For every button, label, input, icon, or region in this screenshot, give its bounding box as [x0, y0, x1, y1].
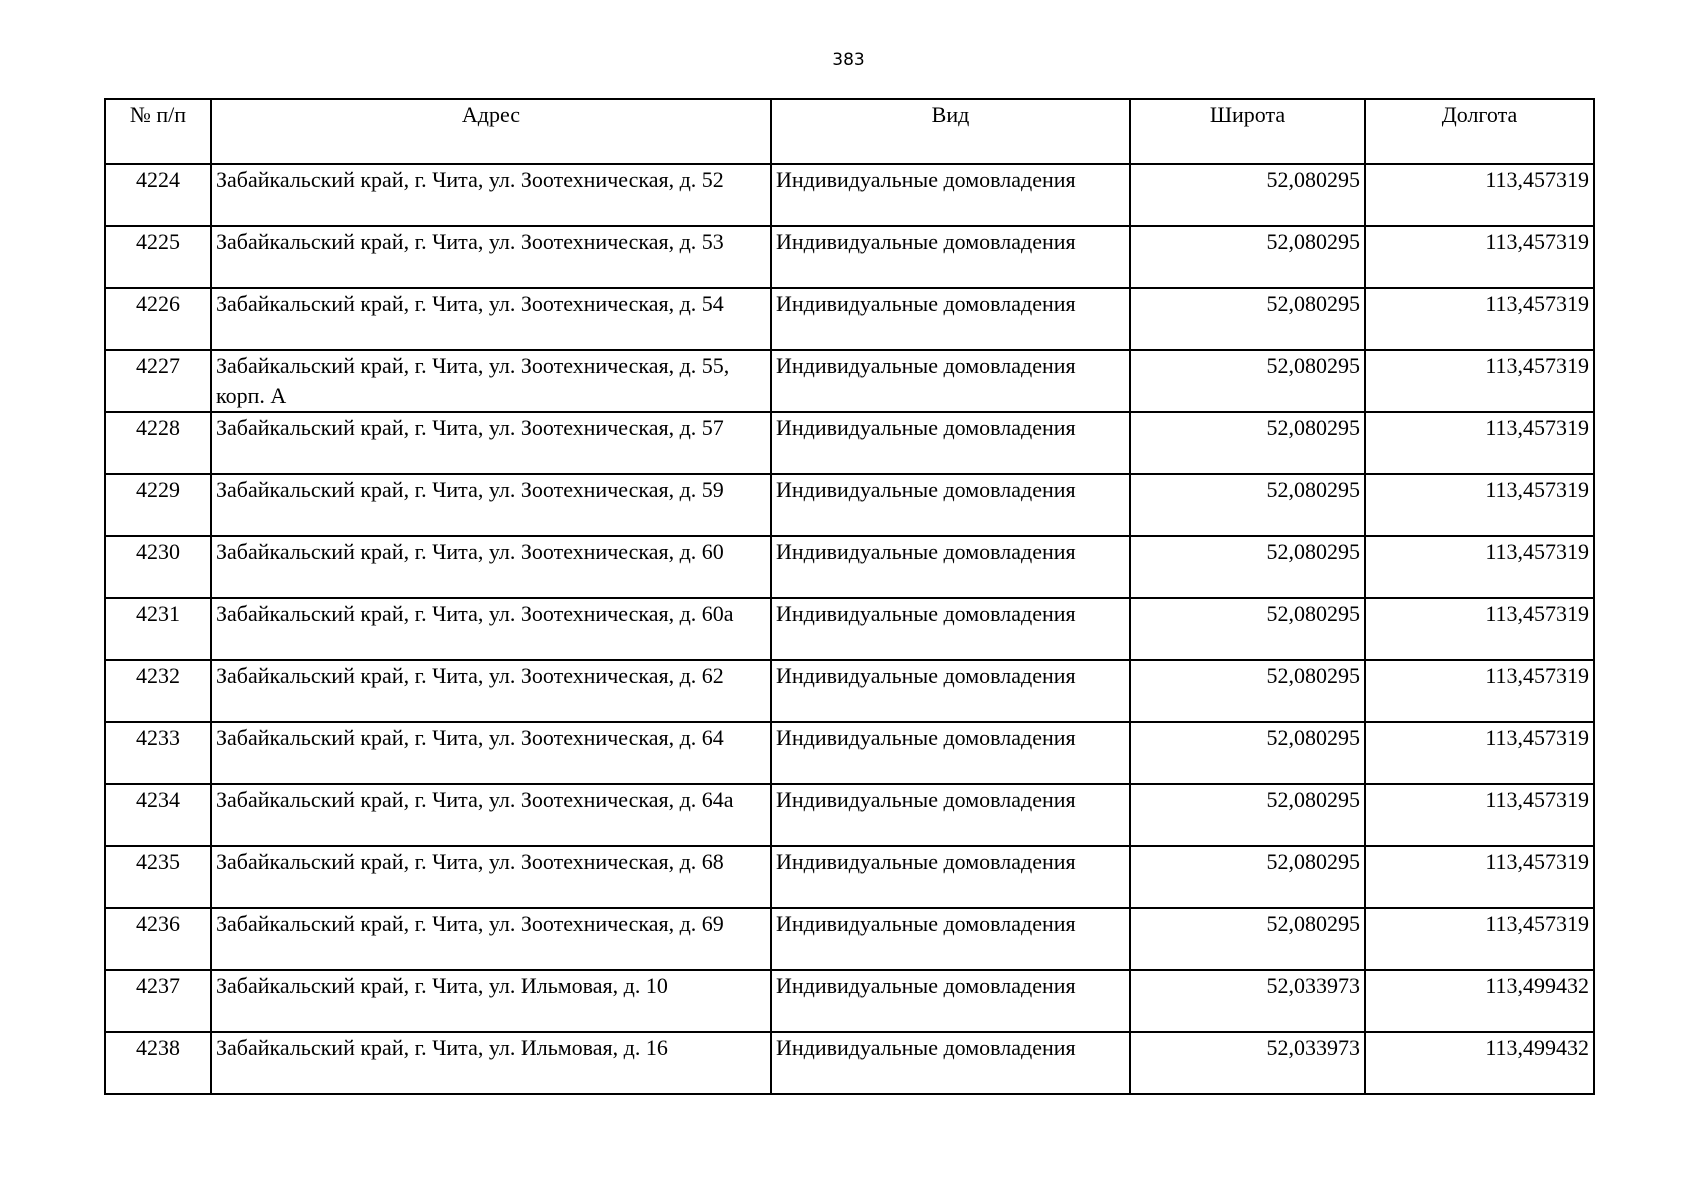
cell-latitude: 52,033973: [1130, 1032, 1365, 1094]
header-longitude: Долгота: [1365, 99, 1594, 164]
cell-longitude: 113,499432: [1365, 970, 1594, 1032]
table-row: [105, 784, 1594, 846]
cell-num: 4227: [105, 350, 211, 412]
cell-latitude: 52,080295: [1130, 722, 1365, 784]
cell-num: 4232: [105, 660, 211, 722]
cell-num: 4231: [105, 598, 211, 660]
table-row: [105, 412, 1594, 474]
table-row: [105, 1032, 1594, 1094]
cell-longitude: 113,457319: [1365, 536, 1594, 598]
cell-type: Индивидуальные домовладения: [771, 288, 1130, 350]
cell-address: Забайкальский край, г. Чита, ул. Зоотехническая, д. 68: [211, 846, 771, 908]
cell-type: Индивидуальные домовладения: [771, 350, 1130, 412]
cell-latitude: 52,080295: [1130, 660, 1365, 722]
cell-num: 4234: [105, 784, 211, 846]
cell-latitude: 52,080295: [1130, 288, 1365, 350]
cell-longitude: 113,457319: [1365, 226, 1594, 288]
cell-type: Индивидуальные домовладения: [771, 846, 1130, 908]
cell-type: Индивидуальные домовладения: [771, 412, 1130, 474]
cell-address: Забайкальский край, г. Чита, ул. Зоотехническая, д. 55, корп. А: [211, 350, 771, 412]
cell-address: Забайкальский край, г. Чита, ул. Зоотехническая, д. 54: [211, 288, 771, 350]
cell-latitude: 52,080295: [1130, 164, 1365, 226]
cell-longitude: 113,457319: [1365, 474, 1594, 536]
cell-type: Индивидуальные домовладения: [771, 660, 1130, 722]
page-number: 383: [832, 50, 865, 70]
cell-address: Забайкальский край, г. Чита, ул. Зоотехническая, д. 62: [211, 660, 771, 722]
cell-longitude: 113,457319: [1365, 288, 1594, 350]
header-address: Адрес: [211, 99, 771, 164]
cell-longitude: 113,457319: [1365, 784, 1594, 846]
address-table: [104, 98, 1595, 1095]
cell-longitude: 113,457319: [1365, 846, 1594, 908]
table-row: [105, 846, 1594, 908]
cell-latitude: 52,080295: [1130, 784, 1365, 846]
table-row: [105, 474, 1594, 536]
cell-type: Индивидуальные домовладения: [771, 536, 1130, 598]
cell-type: Индивидуальные домовладения: [771, 598, 1130, 660]
table-header-row: [105, 99, 1594, 164]
cell-type: Индивидуальные домовладения: [771, 970, 1130, 1032]
cell-longitude: 113,457319: [1365, 350, 1594, 412]
cell-longitude: 113,457319: [1365, 412, 1594, 474]
cell-longitude: 113,457319: [1365, 908, 1594, 970]
cell-longitude: 113,499432: [1365, 1032, 1594, 1094]
table-row: [105, 660, 1594, 722]
cell-num: 4233: [105, 722, 211, 784]
table-row: [105, 226, 1594, 288]
cell-address: Забайкальский край, г. Чита, ул. Зоотехническая, д. 59: [211, 474, 771, 536]
cell-type: Индивидуальные домовладения: [771, 474, 1130, 536]
table-row: [105, 164, 1594, 226]
cell-address: Забайкальский край, г. Чита, ул. Зоотехническая, д. 57: [211, 412, 771, 474]
cell-longitude: 113,457319: [1365, 164, 1594, 226]
cell-type: Индивидуальные домовладения: [771, 722, 1130, 784]
cell-num: 4236: [105, 908, 211, 970]
cell-num: 4226: [105, 288, 211, 350]
cell-num: 4228: [105, 412, 211, 474]
cell-address: Забайкальский край, г. Чита, ул. Зоотехническая, д. 60: [211, 536, 771, 598]
cell-latitude: 52,080295: [1130, 226, 1365, 288]
cell-num: 4237: [105, 970, 211, 1032]
cell-longitude: 113,457319: [1365, 598, 1594, 660]
table-row: [105, 970, 1594, 1032]
table-body: [105, 164, 1594, 1094]
cell-longitude: 113,457319: [1365, 722, 1594, 784]
cell-address: Забайкальский край, г. Чита, ул. Зоотехническая, д. 69: [211, 908, 771, 970]
cell-num: 4224: [105, 164, 211, 226]
cell-latitude: 52,080295: [1130, 846, 1365, 908]
cell-type: Индивидуальные домовладения: [771, 226, 1130, 288]
cell-latitude: 52,080295: [1130, 536, 1365, 598]
cell-longitude: 113,457319: [1365, 660, 1594, 722]
cell-latitude: 52,080295: [1130, 350, 1365, 412]
cell-address: Забайкальский край, г. Чита, ул. Зоотехническая, д. 52: [211, 164, 771, 226]
cell-num: 4238: [105, 1032, 211, 1094]
table-row: [105, 722, 1594, 784]
cell-latitude: 52,080295: [1130, 412, 1365, 474]
header-num: № п/п: [105, 99, 211, 164]
cell-address: Забайкальский край, г. Чита, ул. Зоотехническая, д. 60а: [211, 598, 771, 660]
cell-latitude: 52,033973: [1130, 970, 1365, 1032]
header-latitude: Широта: [1130, 99, 1365, 164]
table-row: [105, 598, 1594, 660]
cell-address: Забайкальский край, г. Чита, ул. Зоотехническая, д. 64: [211, 722, 771, 784]
cell-type: Индивидуальные домовладения: [771, 908, 1130, 970]
cell-num: 4230: [105, 536, 211, 598]
table-row: [105, 908, 1594, 970]
cell-num: 4225: [105, 226, 211, 288]
cell-address: Забайкальский край, г. Чита, ул. Ильмовая, д. 16: [211, 1032, 771, 1094]
table-row: [105, 536, 1594, 598]
cell-latitude: 52,080295: [1130, 474, 1365, 536]
cell-type: Индивидуальные домовладения: [771, 1032, 1130, 1094]
table-row: [105, 288, 1594, 350]
cell-num: 4229: [105, 474, 211, 536]
cell-num: 4235: [105, 846, 211, 908]
cell-latitude: 52,080295: [1130, 598, 1365, 660]
cell-type: Индивидуальные домовладения: [771, 784, 1130, 846]
cell-latitude: 52,080295: [1130, 908, 1365, 970]
header-type: Вид: [771, 99, 1130, 164]
cell-address: Забайкальский край, г. Чита, ул. Ильмовая, д. 10: [211, 970, 771, 1032]
cell-type: Индивидуальные домовладения: [771, 164, 1130, 226]
cell-address: Забайкальский край, г. Чита, ул. Зоотехническая, д. 64а: [211, 784, 771, 846]
cell-address: Забайкальский край, г. Чита, ул. Зоотехническая, д. 53: [211, 226, 771, 288]
table-row: [105, 350, 1594, 412]
